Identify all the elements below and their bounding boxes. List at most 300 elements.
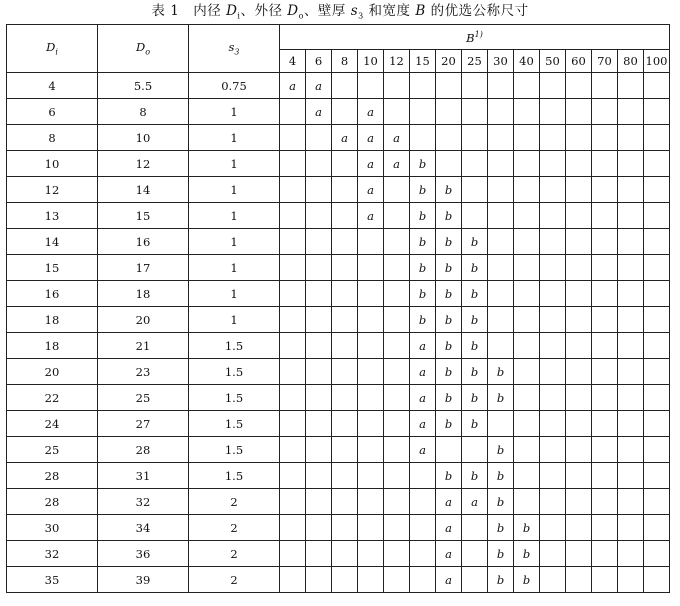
cell-s3: 1.5 bbox=[189, 463, 280, 489]
table-body bbox=[7, 73, 670, 593]
cell-width-60 bbox=[566, 73, 592, 99]
cell-width-30 bbox=[488, 151, 514, 177]
cell-width-4 bbox=[280, 463, 306, 489]
cell-di: 30 bbox=[7, 515, 98, 541]
header-width-10: 10 bbox=[358, 50, 384, 73]
cell-width-15 bbox=[410, 541, 436, 567]
cell-width-30 bbox=[488, 307, 514, 333]
cell-width-30 bbox=[488, 229, 514, 255]
cell-width-15 bbox=[410, 125, 436, 151]
header-width-6: 6 bbox=[306, 50, 332, 73]
cell-width-10 bbox=[358, 359, 384, 385]
cell-width-20 bbox=[436, 437, 462, 463]
cell-di: 14 bbox=[7, 229, 98, 255]
cell-width-30: b bbox=[488, 463, 514, 489]
cell-do: 14 bbox=[98, 177, 189, 203]
cell-width-40 bbox=[514, 463, 540, 489]
cell-s3: 1.5 bbox=[189, 385, 280, 411]
cell-width-30: b bbox=[488, 567, 514, 593]
table-row bbox=[7, 151, 670, 177]
cell-width-20: a bbox=[436, 541, 462, 567]
cell-width-15: b bbox=[410, 203, 436, 229]
cell-width-100 bbox=[644, 463, 670, 489]
cell-s3: 1 bbox=[189, 125, 280, 151]
cell-width-15: b bbox=[410, 281, 436, 307]
cell-width-15: b bbox=[410, 177, 436, 203]
cell-di: 22 bbox=[7, 385, 98, 411]
cell-width-60 bbox=[566, 463, 592, 489]
cell-do: 15 bbox=[98, 203, 189, 229]
cell-width-4 bbox=[280, 437, 306, 463]
cell-width-10 bbox=[358, 463, 384, 489]
cell-do: 5.5 bbox=[98, 73, 189, 99]
cell-s3: 1 bbox=[189, 203, 280, 229]
cell-di: 18 bbox=[7, 333, 98, 359]
cell-do: 20 bbox=[98, 307, 189, 333]
cell-s3: 1.5 bbox=[189, 437, 280, 463]
cell-width-6 bbox=[306, 437, 332, 463]
cell-width-6 bbox=[306, 541, 332, 567]
cell-width-40 bbox=[514, 281, 540, 307]
cell-do: 17 bbox=[98, 255, 189, 281]
cell-do: 27 bbox=[98, 411, 189, 437]
cell-width-100 bbox=[644, 411, 670, 437]
cell-di: 12 bbox=[7, 177, 98, 203]
cell-width-25 bbox=[462, 99, 488, 125]
cell-width-8: a bbox=[332, 125, 358, 151]
table-row bbox=[7, 411, 670, 437]
cell-s3: 1 bbox=[189, 177, 280, 203]
cell-width-12 bbox=[384, 463, 410, 489]
cell-width-100 bbox=[644, 489, 670, 515]
cell-width-70 bbox=[592, 333, 618, 359]
table-row bbox=[7, 437, 670, 463]
cell-width-60 bbox=[566, 203, 592, 229]
cell-width-25 bbox=[462, 73, 488, 99]
cell-width-50 bbox=[540, 437, 566, 463]
cell-width-12: a bbox=[384, 125, 410, 151]
cell-width-40 bbox=[514, 255, 540, 281]
cell-width-15 bbox=[410, 463, 436, 489]
cell-width-100 bbox=[644, 73, 670, 99]
cell-width-60 bbox=[566, 229, 592, 255]
cell-width-6 bbox=[306, 307, 332, 333]
cell-width-6: a bbox=[306, 73, 332, 99]
cell-width-100 bbox=[644, 385, 670, 411]
cell-width-50 bbox=[540, 333, 566, 359]
cell-width-60 bbox=[566, 437, 592, 463]
header-width-8: 8 bbox=[332, 50, 358, 73]
cell-width-15: b bbox=[410, 307, 436, 333]
cell-width-25: b bbox=[462, 411, 488, 437]
table-caption bbox=[0, 0, 680, 22]
header-width-100: 100 bbox=[644, 50, 670, 73]
cell-width-50 bbox=[540, 99, 566, 125]
cell-width-25 bbox=[462, 125, 488, 151]
cell-width-70 bbox=[592, 385, 618, 411]
cell-width-15 bbox=[410, 73, 436, 99]
cell-width-40 bbox=[514, 73, 540, 99]
cell-width-6 bbox=[306, 255, 332, 281]
cell-s3: 2 bbox=[189, 541, 280, 567]
cell-width-70 bbox=[592, 203, 618, 229]
cell-width-80 bbox=[618, 515, 644, 541]
cell-width-4 bbox=[280, 541, 306, 567]
cell-width-25: b bbox=[462, 229, 488, 255]
header-row-top bbox=[7, 25, 670, 50]
cell-width-70 bbox=[592, 125, 618, 151]
cell-width-60 bbox=[566, 281, 592, 307]
header-width-4: 4 bbox=[280, 50, 306, 73]
cell-width-50 bbox=[540, 463, 566, 489]
cell-width-25: b bbox=[462, 359, 488, 385]
cell-width-100 bbox=[644, 255, 670, 281]
cell-width-4 bbox=[280, 489, 306, 515]
cell-width-25 bbox=[462, 567, 488, 593]
cell-width-30 bbox=[488, 125, 514, 151]
cell-width-60 bbox=[566, 385, 592, 411]
cell-width-60 bbox=[566, 255, 592, 281]
cell-width-70 bbox=[592, 411, 618, 437]
table-row bbox=[7, 567, 670, 593]
cell-width-100 bbox=[644, 177, 670, 203]
cell-width-8 bbox=[332, 541, 358, 567]
table-row bbox=[7, 229, 670, 255]
cell-width-10: a bbox=[358, 203, 384, 229]
cell-s3: 2 bbox=[189, 489, 280, 515]
cell-width-12 bbox=[384, 255, 410, 281]
cell-width-6 bbox=[306, 333, 332, 359]
cell-width-25: a bbox=[462, 489, 488, 515]
cell-s3: 2 bbox=[189, 515, 280, 541]
cell-width-15: b bbox=[410, 255, 436, 281]
cell-do: 31 bbox=[98, 463, 189, 489]
cell-width-6 bbox=[306, 125, 332, 151]
cell-width-80 bbox=[618, 151, 644, 177]
cell-width-60 bbox=[566, 125, 592, 151]
cell-width-6 bbox=[306, 411, 332, 437]
cell-width-80 bbox=[618, 281, 644, 307]
cell-width-8 bbox=[332, 151, 358, 177]
cell-width-25: b bbox=[462, 281, 488, 307]
cell-width-20: b bbox=[436, 385, 462, 411]
header-width-30: 30 bbox=[488, 50, 514, 73]
cell-width-4 bbox=[280, 203, 306, 229]
cell-width-10 bbox=[358, 489, 384, 515]
cell-width-25 bbox=[462, 515, 488, 541]
table-row bbox=[7, 99, 670, 125]
cell-width-40 bbox=[514, 177, 540, 203]
cell-width-8 bbox=[332, 489, 358, 515]
header-width-50: 50 bbox=[540, 50, 566, 73]
cell-width-60 bbox=[566, 307, 592, 333]
cell-width-4 bbox=[280, 281, 306, 307]
cell-width-15 bbox=[410, 567, 436, 593]
cell-width-40 bbox=[514, 203, 540, 229]
cell-width-6 bbox=[306, 567, 332, 593]
cell-width-40 bbox=[514, 411, 540, 437]
cell-width-80 bbox=[618, 541, 644, 567]
cell-width-10 bbox=[358, 255, 384, 281]
cell-width-50 bbox=[540, 515, 566, 541]
cell-width-70 bbox=[592, 281, 618, 307]
cell-width-8 bbox=[332, 281, 358, 307]
cell-width-20: b bbox=[436, 307, 462, 333]
cell-do: 16 bbox=[98, 229, 189, 255]
cell-width-8 bbox=[332, 255, 358, 281]
cell-s3: 1.5 bbox=[189, 333, 280, 359]
cell-width-50 bbox=[540, 125, 566, 151]
table-row bbox=[7, 255, 670, 281]
cell-width-70 bbox=[592, 359, 618, 385]
caption-do-sub: o bbox=[298, 11, 304, 21]
cell-width-8 bbox=[332, 229, 358, 255]
cell-width-70 bbox=[592, 567, 618, 593]
cell-width-100 bbox=[644, 307, 670, 333]
cell-width-20: a bbox=[436, 515, 462, 541]
cell-width-10: a bbox=[358, 177, 384, 203]
dimension-table bbox=[6, 24, 670, 593]
cell-width-100 bbox=[644, 229, 670, 255]
cell-width-10 bbox=[358, 229, 384, 255]
cell-width-80 bbox=[618, 567, 644, 593]
cell-width-4 bbox=[280, 99, 306, 125]
table-row bbox=[7, 307, 670, 333]
cell-do: 8 bbox=[98, 99, 189, 125]
cell-di: 28 bbox=[7, 489, 98, 515]
cell-width-4 bbox=[280, 177, 306, 203]
table-row bbox=[7, 73, 670, 99]
cell-width-20: b bbox=[436, 177, 462, 203]
cell-di: 28 bbox=[7, 463, 98, 489]
cell-width-4 bbox=[280, 515, 306, 541]
table-row bbox=[7, 463, 670, 489]
cell-width-30 bbox=[488, 177, 514, 203]
cell-width-20: b bbox=[436, 203, 462, 229]
cell-width-4 bbox=[280, 359, 306, 385]
cell-width-70 bbox=[592, 307, 618, 333]
cell-di: 6 bbox=[7, 99, 98, 125]
cell-width-10 bbox=[358, 385, 384, 411]
cell-do: 23 bbox=[98, 359, 189, 385]
cell-width-25 bbox=[462, 151, 488, 177]
cell-width-100 bbox=[644, 359, 670, 385]
table-row bbox=[7, 385, 670, 411]
header-width-70: 70 bbox=[592, 50, 618, 73]
cell-width-6 bbox=[306, 177, 332, 203]
caption-do: D bbox=[287, 3, 299, 19]
cell-width-4 bbox=[280, 333, 306, 359]
cell-width-60 bbox=[566, 567, 592, 593]
cell-width-6 bbox=[306, 229, 332, 255]
caption-suffix: 的优选公称尺寸 bbox=[425, 3, 529, 19]
caption-di-sub: i bbox=[237, 11, 241, 21]
cell-width-100 bbox=[644, 541, 670, 567]
table-row bbox=[7, 281, 670, 307]
cell-width-80 bbox=[618, 125, 644, 151]
caption-mid2: 、壁厚 bbox=[303, 3, 351, 19]
cell-width-30: b bbox=[488, 359, 514, 385]
header-width-40: 40 bbox=[514, 50, 540, 73]
cell-width-80 bbox=[618, 411, 644, 437]
cell-width-10 bbox=[358, 307, 384, 333]
cell-width-60 bbox=[566, 177, 592, 203]
cell-di: 16 bbox=[7, 281, 98, 307]
cell-width-80 bbox=[618, 177, 644, 203]
cell-width-25: b bbox=[462, 255, 488, 281]
cell-width-20 bbox=[436, 125, 462, 151]
cell-width-12 bbox=[384, 203, 410, 229]
cell-width-100 bbox=[644, 151, 670, 177]
caption-b: B bbox=[415, 3, 426, 19]
cell-width-6: a bbox=[306, 99, 332, 125]
cell-width-40 bbox=[514, 359, 540, 385]
cell-width-50 bbox=[540, 385, 566, 411]
cell-width-50 bbox=[540, 73, 566, 99]
cell-width-70 bbox=[592, 541, 618, 567]
cell-di: 18 bbox=[7, 307, 98, 333]
cell-width-100 bbox=[644, 567, 670, 593]
table-row bbox=[7, 515, 670, 541]
cell-width-20 bbox=[436, 73, 462, 99]
cell-width-12 bbox=[384, 229, 410, 255]
cell-width-100 bbox=[644, 515, 670, 541]
cell-width-30: b bbox=[488, 515, 514, 541]
cell-width-4 bbox=[280, 411, 306, 437]
cell-width-100 bbox=[644, 437, 670, 463]
cell-s3: 2 bbox=[189, 567, 280, 593]
cell-do: 10 bbox=[98, 125, 189, 151]
cell-width-80 bbox=[618, 489, 644, 515]
cell-width-10 bbox=[358, 411, 384, 437]
cell-width-4 bbox=[280, 229, 306, 255]
cell-width-12 bbox=[384, 99, 410, 125]
cell-width-10 bbox=[358, 281, 384, 307]
cell-width-4 bbox=[280, 385, 306, 411]
cell-width-80 bbox=[618, 307, 644, 333]
cell-width-6 bbox=[306, 489, 332, 515]
cell-width-40 bbox=[514, 99, 540, 125]
caption-mid3: 和宽度 bbox=[363, 3, 416, 19]
cell-width-60 bbox=[566, 541, 592, 567]
cell-width-6 bbox=[306, 463, 332, 489]
cell-width-50 bbox=[540, 307, 566, 333]
cell-width-60 bbox=[566, 489, 592, 515]
cell-width-100 bbox=[644, 281, 670, 307]
cell-width-12 bbox=[384, 333, 410, 359]
cell-width-15: a bbox=[410, 333, 436, 359]
cell-width-70 bbox=[592, 489, 618, 515]
cell-width-40: b bbox=[514, 515, 540, 541]
cell-width-8 bbox=[332, 437, 358, 463]
cell-width-40 bbox=[514, 307, 540, 333]
cell-width-50 bbox=[540, 177, 566, 203]
cell-do: 25 bbox=[98, 385, 189, 411]
cell-width-50 bbox=[540, 203, 566, 229]
cell-width-50 bbox=[540, 489, 566, 515]
cell-width-50 bbox=[540, 411, 566, 437]
cell-do: 28 bbox=[98, 437, 189, 463]
cell-s3: 1 bbox=[189, 307, 280, 333]
cell-width-4: a bbox=[280, 73, 306, 99]
cell-width-8 bbox=[332, 307, 358, 333]
cell-width-15: a bbox=[410, 411, 436, 437]
cell-di: 35 bbox=[7, 567, 98, 593]
cell-width-12 bbox=[384, 177, 410, 203]
cell-width-8 bbox=[332, 411, 358, 437]
header-s3: $s_3$ bbox=[189, 25, 280, 73]
cell-width-30: b bbox=[488, 385, 514, 411]
cell-di: 8 bbox=[7, 125, 98, 151]
cell-width-30 bbox=[488, 411, 514, 437]
cell-s3: 1.5 bbox=[189, 411, 280, 437]
cell-width-30: b bbox=[488, 489, 514, 515]
cell-width-70 bbox=[592, 73, 618, 99]
table-row bbox=[7, 333, 670, 359]
cell-width-4 bbox=[280, 125, 306, 151]
cell-width-25 bbox=[462, 541, 488, 567]
cell-width-8 bbox=[332, 567, 358, 593]
cell-s3: 1 bbox=[189, 281, 280, 307]
caption-s3: s bbox=[350, 3, 359, 19]
cell-width-80 bbox=[618, 333, 644, 359]
cell-width-25: b bbox=[462, 333, 488, 359]
cell-s3: 1 bbox=[189, 99, 280, 125]
cell-width-50 bbox=[540, 229, 566, 255]
cell-width-8 bbox=[332, 359, 358, 385]
cell-width-25 bbox=[462, 437, 488, 463]
cell-do: 32 bbox=[98, 489, 189, 515]
cell-width-80 bbox=[618, 437, 644, 463]
cell-width-70 bbox=[592, 463, 618, 489]
cell-width-25: b bbox=[462, 385, 488, 411]
cell-width-70 bbox=[592, 255, 618, 281]
table-row bbox=[7, 177, 670, 203]
caption-mid1: 、外径 bbox=[240, 3, 288, 19]
cell-width-30 bbox=[488, 73, 514, 99]
cell-width-15 bbox=[410, 515, 436, 541]
cell-width-80 bbox=[618, 203, 644, 229]
cell-width-20: a bbox=[436, 567, 462, 593]
cell-width-10 bbox=[358, 437, 384, 463]
cell-width-15: a bbox=[410, 359, 436, 385]
cell-width-12 bbox=[384, 411, 410, 437]
cell-width-100 bbox=[644, 125, 670, 151]
cell-width-25: b bbox=[462, 307, 488, 333]
caption-s3-sub: 3 bbox=[358, 11, 364, 21]
cell-width-60 bbox=[566, 99, 592, 125]
cell-do: 21 bbox=[98, 333, 189, 359]
cell-di: 24 bbox=[7, 411, 98, 437]
cell-width-15: a bbox=[410, 385, 436, 411]
cell-width-40 bbox=[514, 489, 540, 515]
cell-width-30 bbox=[488, 281, 514, 307]
cell-width-6 bbox=[306, 281, 332, 307]
cell-width-10 bbox=[358, 515, 384, 541]
cell-do: 12 bbox=[98, 151, 189, 177]
header-width-12: 12 bbox=[384, 50, 410, 73]
cell-width-10 bbox=[358, 567, 384, 593]
cell-width-80 bbox=[618, 99, 644, 125]
cell-width-8 bbox=[332, 385, 358, 411]
cell-width-20 bbox=[436, 151, 462, 177]
cell-width-20: b bbox=[436, 463, 462, 489]
cell-width-50 bbox=[540, 151, 566, 177]
cell-s3: 1 bbox=[189, 255, 280, 281]
cell-width-100 bbox=[644, 203, 670, 229]
cell-width-4 bbox=[280, 307, 306, 333]
cell-width-40 bbox=[514, 385, 540, 411]
